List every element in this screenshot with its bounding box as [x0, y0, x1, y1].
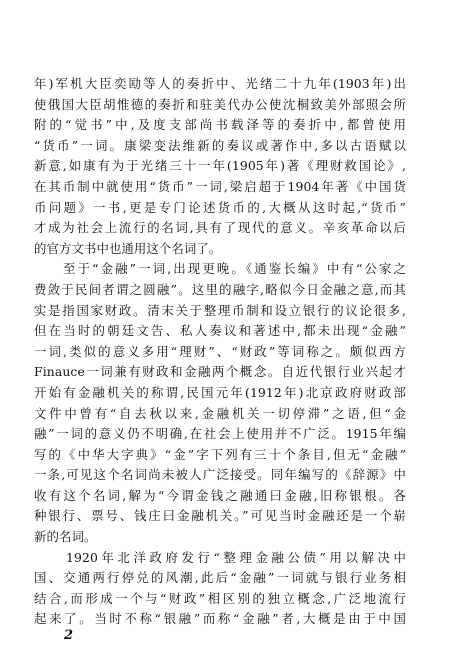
- text-line: 一词,类似的意义多用“理财”、“财政”等词称之。颇似西方: [34, 343, 406, 359]
- text-line: 一条,可见这个名词尚未被人广泛接受。同年编写的《辞源》中: [34, 467, 406, 483]
- text-line: 融”一词的意义仍不明确,在社会上使用并不广泛。1915年编: [34, 426, 406, 442]
- text-line: 使俄国大臣胡惟德的奏折和驻美代办公使沈桐致美外部照会所: [34, 96, 406, 112]
- text-line: 收有这个名词,解为“今谓金钱之融通曰金融,旧称银根。各: [34, 487, 406, 503]
- page-number: 2: [64, 628, 74, 643]
- text-line: 附的“觉书”中,及度支部尚书载泽等的奏折中,都曾使用: [34, 117, 406, 133]
- text-line: 国、交通两行停兑的风潮,此后“金融”一词就与银行业务相: [34, 570, 406, 586]
- text-line: 实是指国家财政。清末关于整理币制和设立银行的议论很多,: [34, 302, 406, 318]
- text-line: 在其币制中就使用“货币”一词,梁启超于1904年著《中国货: [34, 178, 406, 194]
- text-line: 年)军机大臣奕劻等人的奏折中、光绪二十九年(1903年)出: [34, 76, 406, 91]
- text-line: 文件中曾有“自去秋以来,金融机关一切停滞”之语,但“金: [34, 405, 406, 421]
- text-line: “货币”一词。康梁变法维新的奏议或著作中,多以古语赋以: [34, 137, 406, 153]
- text-line: Finauce一词兼有财政和金融两个概念。自近代银行业兴起才: [34, 364, 406, 380]
- text-line: 开始有金融机关的称谓,民国元年(1912年)北京政府财政部: [34, 384, 406, 400]
- text-line: 新的名词。: [34, 529, 97, 545]
- text-line: 币问题》一书,更是专门论述货币的,大概从这时起,“货币”: [34, 199, 406, 215]
- text-line: 但在当时的朝廷文告、私人奏议和著述中,都未出现“金融”: [34, 323, 406, 339]
- text-line: 的官方文书中也通用这个名词了。: [34, 240, 222, 256]
- text-line: 至于“金融”一词,出现更晚。《通鉴长编》中有“公家之: [34, 261, 406, 277]
- text-line: 结合,而形成一个与“财政”相区别的独立概念,广泛地流行: [34, 590, 406, 606]
- text-line: 起来了。当时不称“银融”而称“金融”者,大概是由于中国: [34, 611, 406, 627]
- text-line: 写的《中华大字典》“金”字下列有三十个条目,但无“金融”: [34, 446, 406, 462]
- body-text: [34, 74, 406, 630]
- text-line: 费敛于民间者谓之圆融”。这里的融字,略似今日金融之意,而其: [34, 281, 406, 297]
- text-line: 种银行、票号、钱庄曰金融机关。”可见当时金融还是一个崭: [34, 508, 406, 524]
- text-line: 新意,如康有为于光绪三十一年(1905年)著《理财救国论》,: [34, 158, 406, 174]
- text-line: 才成为社会上流行的名词,具有了现代的意义。辛亥革命以后: [34, 220, 406, 236]
- text-line: 1920年北洋政府发行“整理金融公债”用以解决中: [34, 549, 406, 565]
